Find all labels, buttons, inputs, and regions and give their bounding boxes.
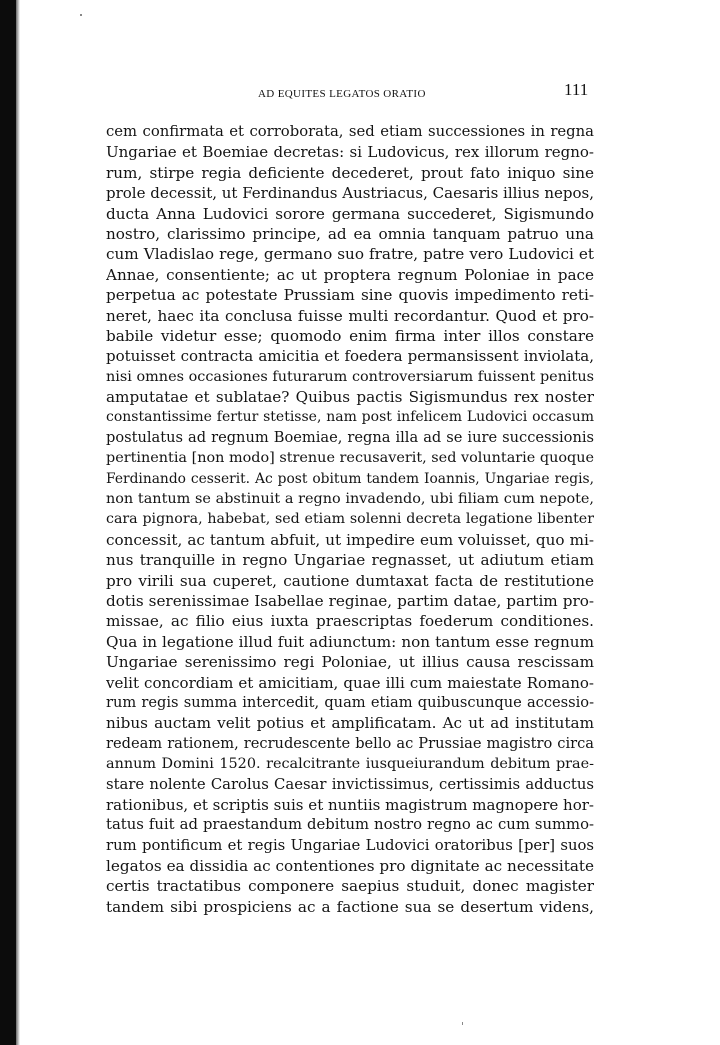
text-line: rum, stirpe regia deficiente decederet, prout fato iniquo sine [106, 163, 594, 182]
text-line: Ungariae et Boemiae decretas: si Ludovicus, rex illorum regno- [106, 143, 594, 162]
body-text [106, 122, 594, 917]
text-line: babile videtur esse; quomodo enim firma inter illos constare [106, 326, 594, 345]
text-line: pertinentia [non modo] strenue recusaverit, sed voluntarie quoque [106, 450, 594, 467]
text-line: tandem sibi prospiciens ac a factione sua se desertum videns, [106, 897, 594, 916]
text-line: rum regis summa intercedit, quam etiam quibuscunque accessio- [106, 693, 594, 711]
scan-speck [80, 14, 82, 16]
text-line: certis tractatibus componere saepius studuit, donec magister [106, 877, 594, 896]
text-line: redeam rationem, recrudescente bello ac Prussiae magistro circa [106, 734, 594, 752]
scan-speck [462, 1022, 463, 1025]
text-line: cara pignora, habebat, sed etiam solenni decreta legatione libenter [106, 511, 594, 528]
text-line: legatos ea dissidia ac contentiones pro dignitate ac necessitate [106, 857, 594, 876]
text-line: neret, haec ita conclusa fuisse multi recordantur. Quod et pro- [106, 306, 594, 325]
text-line: perpetua ac potestate Prussiam sine quovis impedimento reti- [106, 286, 594, 305]
text-line: Qua in legatione illud fuit adiunctum: non tantum esse regnum [106, 632, 594, 651]
text-line: rum pontificum et regis Ungariae Ludovici oratoribus [per] suos [106, 836, 594, 854]
scan-binding-shadow [16, 0, 20, 1045]
text-line: prole decessit, ut Ferdinandus Austriacus, Caesaris illius nepos, [106, 184, 594, 203]
text-line: Ferdinando cesserit. Ac post obitum tandem Ioannis, Ungariae regis, [106, 470, 594, 487]
page-number: 111 [564, 80, 589, 99]
text-line: cum Vladislao rege, germano suo fratre, patre vero Ludovici et [106, 245, 594, 264]
text-line: potuisset contracta amicitia et foedera permansissent inviolata, [106, 347, 594, 366]
text-line: pro virili sua cuperet, cautione dumtaxat facta de restitutione [106, 571, 594, 590]
text-line: constantissime fertur stetisse, nam post infelicem Ludovici occasum [106, 409, 594, 426]
text-line: amputatae et sublatae? Quibus pactis Sigismundus rex noster [106, 388, 594, 407]
text-line: nus tranquille in regno Ungariae regnasset, ut adiutum etiam [106, 551, 594, 570]
text-line: ducta Anna Ludovici sorore germana succederet, Sigismundo [106, 204, 594, 223]
text-line: nisi omnes occasiones futurarum controversiarum fuissent penitus [106, 368, 594, 385]
text-line: stare nolente Carolus Caesar invictissimus, certissimis adductus [106, 775, 594, 793]
running-title: AD EQUITES LEGATOS ORATIO [258, 88, 426, 100]
text-line: nostro, clarissimo principe, ad ea omnia tanquam patruo una [106, 224, 594, 243]
text-line: annum Domini 1520. recalcitrante iusqueiurandum debitum prae- [106, 756, 594, 773]
text-line: concessit, ac tantum abfuit, ut impedire eum voluisset, quo mi- [106, 530, 594, 549]
text-line: cem confirmata et corroborata, sed etiam successiones in regna [106, 123, 594, 140]
text-line: rationibus, et scriptis suis et nuntiis magistrum magnopere hor- [106, 795, 594, 814]
text-line: nibus auctam velit potius et amplificatam. Ac ut ad institutam [106, 714, 594, 733]
text-line: non tantum se abstinuit a regno invadendo, ubi filiam cum nepote, [106, 491, 594, 508]
text-line: missae, ac filio eius iuxta praescriptas foederum conditiones. [106, 612, 594, 631]
text-line: Ungariae serenissimo regi Poloniae, ut illius causa rescissam [106, 653, 594, 672]
text-line: velit concordiam et amicitiam, quae illi cum maiestate Romano- [106, 673, 594, 692]
scan-binding-edge [0, 0, 16, 1045]
text-line: postulatus ad regnum Boemiae, regna illa ad se iure successionis [106, 428, 594, 446]
text-line: dotis serenissimae Isabellae reginae, partim datae, partim pro- [106, 591, 594, 610]
text-line: tatus fuit ad praestandum debitum nostro regno ac cum summo- [106, 816, 594, 834]
text-line: Annae, consentiente; ac ut proptera regnum Poloniae in pace [106, 265, 594, 284]
